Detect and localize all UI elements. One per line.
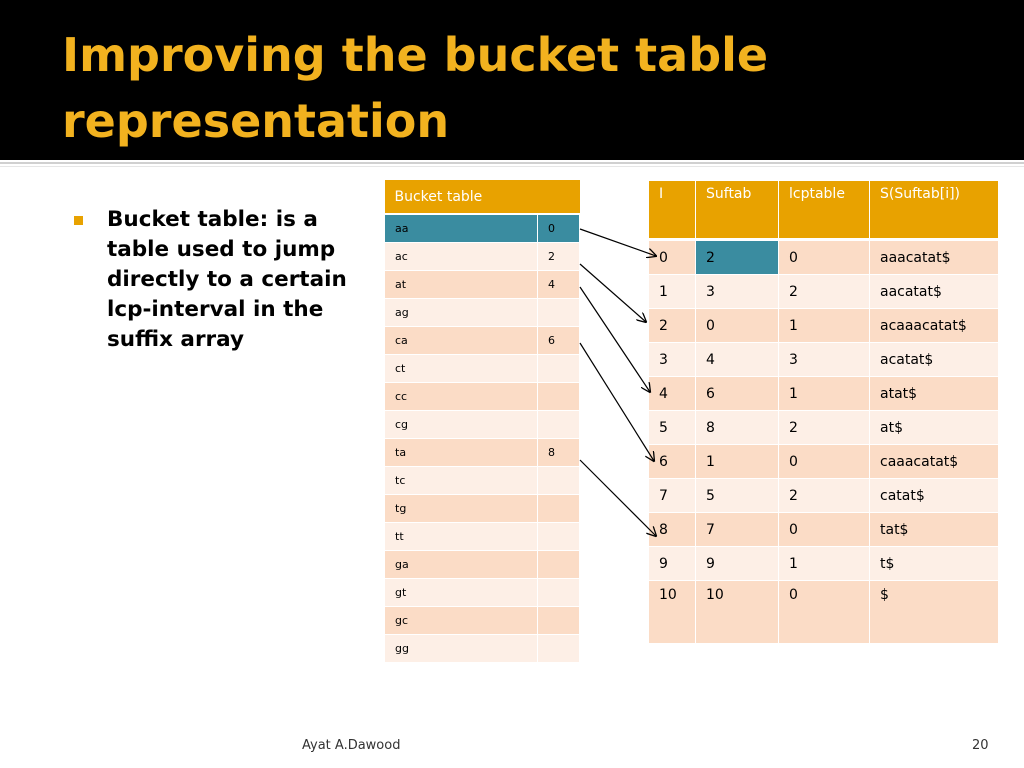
footer-author: Ayat A.Dawood <box>302 738 401 753</box>
suftab-value: 7 <box>696 513 779 547</box>
row-index: 9 <box>649 547 696 581</box>
lcp-value: 1 <box>779 309 870 343</box>
lcp-value: 0 <box>779 445 870 479</box>
bullet-square-icon <box>74 216 83 225</box>
bucket-value <box>538 607 580 635</box>
row-index: 7 <box>649 479 696 513</box>
col-header-i: I <box>649 181 696 240</box>
suffix-row <box>649 275 999 309</box>
lcp-value: 1 <box>779 547 870 581</box>
bucket-row <box>385 523 580 551</box>
suffix-row <box>649 377 999 411</box>
lcp-value: 2 <box>779 411 870 445</box>
bucket-value <box>538 467 580 495</box>
bucket-row <box>385 214 580 243</box>
suffix-row <box>649 479 999 513</box>
col-header-lcptable: lcptable <box>779 181 870 240</box>
bucket-value: 6 <box>538 327 580 355</box>
suffix-string: catat$ <box>870 479 999 513</box>
suffix-row <box>649 309 999 343</box>
bucket-value <box>538 579 580 607</box>
suffix-table <box>648 180 999 644</box>
suffix-string: aaacatat$ <box>870 240 999 275</box>
bucket-row <box>385 355 580 383</box>
bucket-row <box>385 495 580 523</box>
arrow-ac-to-2 <box>580 264 646 322</box>
bucket-value <box>538 355 580 383</box>
title-divider <box>0 162 1024 164</box>
bucket-table <box>384 180 580 663</box>
row-index: 3 <box>649 343 696 377</box>
bucket-row <box>385 243 580 271</box>
suffix-row <box>649 445 999 479</box>
suffix-string: aacatat$ <box>870 275 999 309</box>
row-index: 2 <box>649 309 696 343</box>
row-index: 4 <box>649 377 696 411</box>
suftab-value: 9 <box>696 547 779 581</box>
bucket-key: gt <box>385 579 538 607</box>
col-header-suffix: S(Suftab[i]) <box>870 181 999 240</box>
lcp-value: 2 <box>779 275 870 309</box>
bucket-row <box>385 299 580 327</box>
suffix-row <box>649 513 999 547</box>
suffix-row <box>649 240 999 275</box>
row-index: 6 <box>649 445 696 479</box>
lcp-value: 1 <box>779 377 870 411</box>
bucket-row <box>385 579 580 607</box>
bucket-row <box>385 327 580 355</box>
bucket-row <box>385 411 580 439</box>
lcp-value: 0 <box>779 240 870 275</box>
suffix-row <box>649 547 999 581</box>
arrow-ta-to-8 <box>580 460 656 536</box>
title-bar <box>0 0 1024 160</box>
bucket-key: ca <box>385 327 538 355</box>
bucket-value <box>538 383 580 411</box>
suffix-string: at$ <box>870 411 999 445</box>
bucket-value <box>538 495 580 523</box>
suftab-value: 8 <box>696 411 779 445</box>
suftab-value: 0 <box>696 309 779 343</box>
suftab-value: 6 <box>696 377 779 411</box>
bucket-key: tt <box>385 523 538 551</box>
lcp-value: 3 <box>779 343 870 377</box>
bucket-key: gg <box>385 635 538 663</box>
page-number: 20 <box>972 738 989 753</box>
bucket-key: ta <box>385 439 538 467</box>
suffix-string: acaaacatat$ <box>870 309 999 343</box>
bucket-row <box>385 551 580 579</box>
bullet-text: Bucket table: is a table used to jump directly to a certain lcp-interval in the suffix array <box>107 207 347 352</box>
bucket-value <box>538 551 580 579</box>
suffix-row <box>649 581 999 644</box>
row-index: 1 <box>649 275 696 309</box>
bucket-key: gc <box>385 607 538 635</box>
suffix-string: $ <box>870 581 999 644</box>
bucket-key: ga <box>385 551 538 579</box>
suffix-string: acatat$ <box>870 343 999 377</box>
bucket-key: ac <box>385 243 538 271</box>
bucket-row <box>385 439 580 467</box>
arrow-ca-to-6 <box>580 343 654 461</box>
row-index: 0 <box>649 240 696 275</box>
bucket-value <box>538 635 580 663</box>
bucket-row <box>385 467 580 495</box>
suffix-row <box>649 411 999 445</box>
suftab-value: 2 <box>696 240 779 275</box>
bucket-row <box>385 271 580 299</box>
bucket-value <box>538 523 580 551</box>
bucket-table-header: Bucket table <box>385 180 580 214</box>
suftab-value: 3 <box>696 275 779 309</box>
row-index: 8 <box>649 513 696 547</box>
suftab-value: 1 <box>696 445 779 479</box>
title-divider-thin <box>0 166 1024 167</box>
bucket-key: cc <box>385 383 538 411</box>
suffix-string: caaacatat$ <box>870 445 999 479</box>
bucket-key: cg <box>385 411 538 439</box>
slide-title: Improving the bucket table representation <box>62 28 769 148</box>
bucket-row <box>385 635 580 663</box>
bucket-value: 4 <box>538 271 580 299</box>
row-index: 10 <box>649 581 696 644</box>
bucket-value: 0 <box>538 214 580 243</box>
suftab-value: 4 <box>696 343 779 377</box>
bucket-row <box>385 607 580 635</box>
suftab-value: 10 <box>696 581 779 644</box>
suffix-table-body <box>649 240 999 644</box>
suffix-string: tat$ <box>870 513 999 547</box>
bucket-table-body <box>385 214 580 663</box>
suffix-row <box>649 343 999 377</box>
lcp-value: 0 <box>779 581 870 644</box>
col-header-suftab: Suftab <box>696 181 779 240</box>
lcp-value: 2 <box>779 479 870 513</box>
bucket-key: ct <box>385 355 538 383</box>
bucket-key: tc <box>385 467 538 495</box>
suftab-value: 5 <box>696 479 779 513</box>
bucket-value: 2 <box>538 243 580 271</box>
bucket-key: at <box>385 271 538 299</box>
arrow-at-to-4 <box>580 287 650 392</box>
row-index: 5 <box>649 411 696 445</box>
bucket-key: ag <box>385 299 538 327</box>
bucket-key: aa <box>385 214 538 243</box>
lcp-value: 0 <box>779 513 870 547</box>
suffix-string: atat$ <box>870 377 999 411</box>
bucket-value <box>538 411 580 439</box>
bucket-key: tg <box>385 495 538 523</box>
bucket-value: 8 <box>538 439 580 467</box>
bucket-row <box>385 383 580 411</box>
suffix-string: t$ <box>870 547 999 581</box>
bucket-value <box>538 299 580 327</box>
arrow-aa-to-0 <box>580 229 656 256</box>
